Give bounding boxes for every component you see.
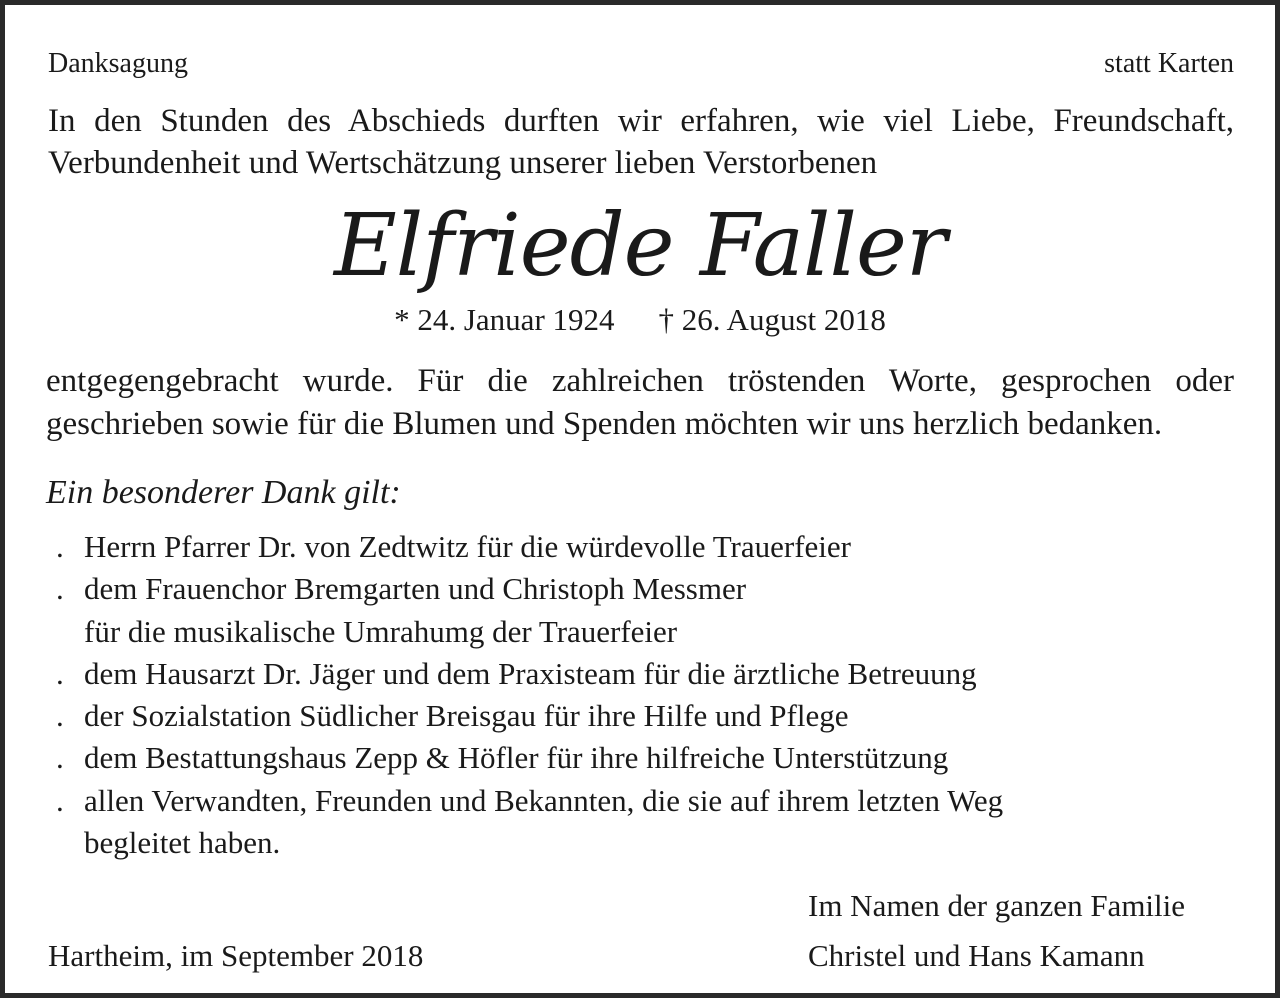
- intro-line-2: Verbundenheit und Wertschätzung unserer lieben Verstorbenen: [48, 145, 878, 181]
- list-bullet: .: [56, 782, 64, 818]
- body-line-2: geschrieben sowie für die Blumen und Spenden möchten wir uns herzlich bedanken.: [46, 406, 1163, 442]
- list-item-text: allen Verwandten, Freunden und Bekannten, die sie auf ihrem letzten Weg: [84, 782, 1004, 818]
- list-bullet: .: [56, 698, 64, 734]
- list-item: [56, 568, 1003, 653]
- list-item: [56, 780, 1003, 865]
- list-item-text: dem Hausarzt Dr. Jäger und dem Praxisteam für die ärztliche Betreuung: [84, 655, 977, 691]
- list-item-text: dem Bestattungshaus Zepp & Höfler für ihre hilfreiche Unterstützung: [84, 740, 949, 776]
- list-bullet: .: [56, 655, 64, 691]
- notice-note: statt Karten: [1104, 48, 1234, 79]
- notice-type: Danksagung: [48, 48, 188, 79]
- list-item-text-continued: begleitet haben.: [84, 825, 281, 861]
- list-bullet: .: [56, 571, 64, 607]
- thanks-list: [56, 526, 1003, 864]
- list-item-text: der Sozialstation Südlicher Breisgau für ihre Hilfe und Pflege: [84, 698, 849, 734]
- deceased-name: Elfriede Faller: [333, 196, 947, 296]
- list-item: [56, 526, 1003, 568]
- body-line-1: entgegengebracht wurde. Für die zahlreichen tröstenden Worte, gesprochen oder: [46, 363, 1234, 399]
- list-item: [56, 737, 1003, 779]
- list-item-text: dem Frauenchor Bremgarten und Christoph Messmer: [84, 571, 747, 607]
- life-dates: [0, 302, 1280, 338]
- signature-line-2: Christel und Hans Kamann: [808, 938, 1145, 973]
- list-item: [56, 695, 1003, 737]
- special-thanks-heading: Ein besonderer Dank gilt:: [46, 474, 401, 511]
- death-date: † 26. August 2018: [658, 302, 886, 337]
- intro-line-1: In den Stunden des Abschieds durften wir erfahren, wie viel Liebe, Freundschaft,: [48, 103, 1234, 139]
- list-item: [56, 653, 1003, 695]
- thanks-paragraph: [46, 360, 1234, 446]
- list-bullet: .: [56, 529, 64, 564]
- place-date: Hartheim, im September 2018: [48, 938, 424, 973]
- signature-line-1: Im Namen der ganzen Familie: [808, 888, 1186, 923]
- list-bullet: .: [56, 740, 64, 776]
- birth-date: * 24. Januar 1924: [394, 302, 615, 337]
- intro-paragraph: [48, 100, 1234, 184]
- list-item-text-continued: für die musikalische Umrahumg der Trauerfeier: [84, 613, 678, 649]
- list-item-text: Herrn Pfarrer Dr. von Zedtwitz für die würdevolle Trauerfeier: [84, 529, 851, 564]
